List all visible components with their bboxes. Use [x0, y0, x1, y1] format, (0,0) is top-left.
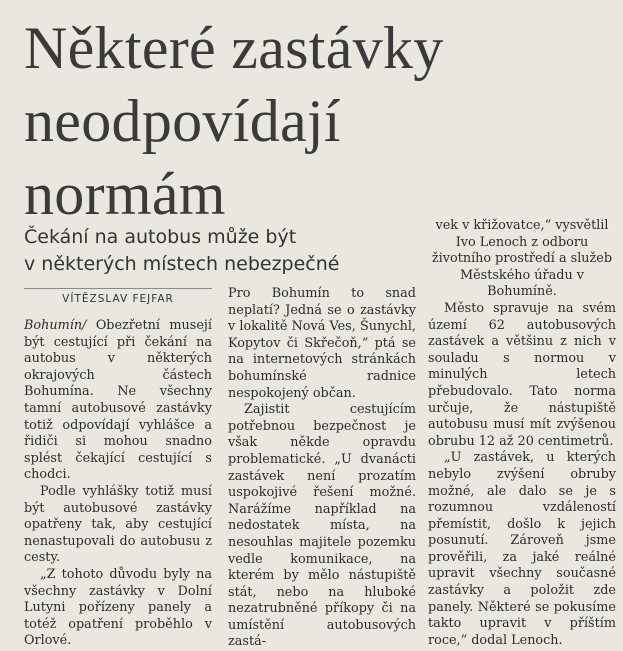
- article-column-3: [428, 218, 616, 649]
- article-headline: [24, 12, 614, 231]
- column3-paragraph-3: „U zastávek, u kterých nebylo zvýšení obruby možné, ale dalo se je s rozumnou vzdáleností přemístit, došlo k jejich posunutí. Zároveň jsme prověřili, za jaké reálné upravit všechny současné zastávky a položit zde panely. Některé se pokusíme takto upravit v příštím roce,“ dodal Lenoch.: [428, 450, 616, 648]
- dateline-place: Bohumín/: [24, 318, 87, 333]
- headline-line-2: neodpovídají: [24, 88, 341, 154]
- article-column-1: [24, 318, 212, 650]
- subhead-line-1: Čekání na autobus může být: [24, 226, 297, 248]
- byline: VÍTĚZSLAV FEJFAR: [24, 288, 212, 305]
- column1-paragraph-1-text: Obezřetní musejí být cestující při čekání na autobus v některých okrajových částech Bohumína. Ne všechny tamní autobusové zastávky totiž odpovídají vyhlášce a řidiči si mohou snadno splést čekající cestující s chodci.: [24, 318, 212, 483]
- column3-paragraph-1: vek v křižovatce,“ vysvětlil Ivo Lenoch z odboru životního prostředí a služeb Městského úřadu v Bohumíně.: [431, 218, 613, 300]
- column1-paragraph-1: [24, 318, 212, 484]
- column3-paragraph-2: Město spravuje na svém území 62 autobusových zastávek a většinu z nich v souladu s normou v minulých letech přebudovalo. Tato norma určuje, že nástupiště autobusu musí mít zvýšenou obrubu 12 až 20 centimetrů.: [428, 300, 616, 449]
- subhead-line-2: v některých místech nebezpečné: [24, 253, 340, 275]
- article-column-2: [228, 286, 416, 651]
- column2-paragraph-2: Zajistit cestujícím potřebnou bezpečnost je však někde opravdu problematické. „U dvanácti zastávek není prozatím uspokojivé řešení možné. Narážíme například na nedostatek místa, na nesouhlas majitele pozemku vedle komunikace, na kterém by mělo nástupiště stát, nebo na hluboké nezatrubněné příkopy či na umístění autobusových zastá-: [228, 402, 416, 650]
- article-subheadline: [24, 224, 424, 278]
- headline-line-1: Některé zastávky: [24, 15, 444, 81]
- headline-line-3: normám: [24, 161, 226, 227]
- column1-paragraph-2: Podle vyhlášky totiž musí být autobusové zastávky opatřeny tak, aby cestující nenastupovali do autobusu z cesty.: [24, 483, 212, 566]
- column1-paragraph-3: „Z tohoto důvodu byly na všechny zastávky v Dolní Lutyni pořízeny panely a totéž opatření proběhlo v Orlové.: [24, 566, 212, 649]
- column2-paragraph-1: Pro Bohumín to snad neplatí? Jedná se o zastávky v lokalitě Nová Ves, Šunychl, Kopytov či Skřečoň,“ ptá se na internetových stránkách bohumínské radnice nespokojený občan.: [228, 286, 416, 401]
